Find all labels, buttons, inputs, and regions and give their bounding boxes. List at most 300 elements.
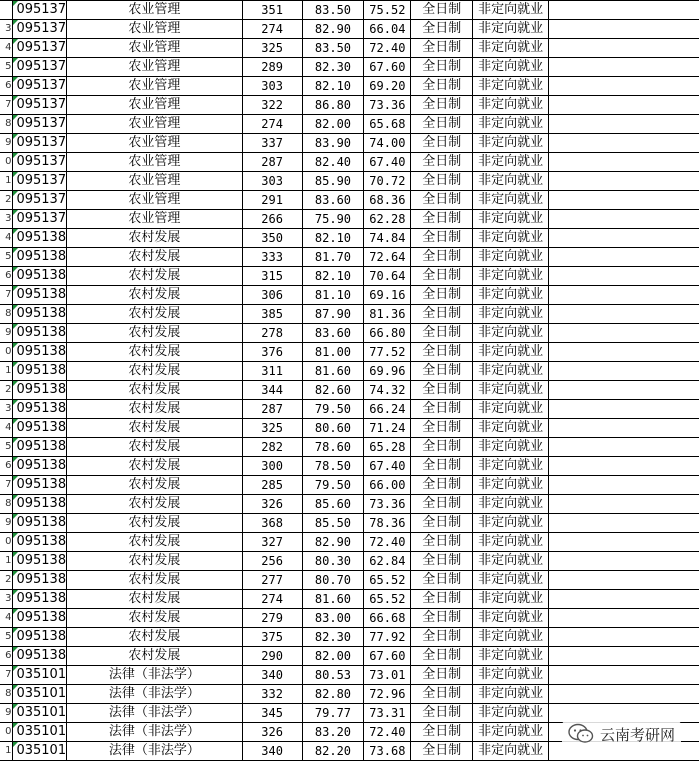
code-cell[interactable]: 095138 bbox=[13, 457, 67, 476]
total-score-cell[interactable]: 291 bbox=[242, 191, 302, 210]
row-number-cell[interactable]: 2 bbox=[0, 571, 13, 590]
employment-type-cell[interactable]: 非定向就业 bbox=[473, 134, 549, 153]
major-name-cell[interactable]: 农业管理 bbox=[67, 96, 243, 115]
study-mode-cell[interactable]: 全日制 bbox=[411, 96, 473, 115]
major-name-cell[interactable]: 农村发展 bbox=[67, 628, 243, 647]
code-cell[interactable]: 095138 bbox=[13, 229, 67, 248]
total-score-cell[interactable]: 303 bbox=[242, 77, 302, 96]
major-name-cell[interactable]: 农村发展 bbox=[67, 419, 243, 438]
retest-score-cell[interactable]: 82.30 bbox=[302, 58, 364, 77]
empty-cell[interactable] bbox=[549, 590, 699, 609]
code-cell[interactable]: 095137 bbox=[13, 20, 67, 39]
row-number-cell[interactable]: 4 bbox=[0, 229, 13, 248]
final-score-cell[interactable]: 65.68 bbox=[364, 115, 411, 134]
major-name-cell[interactable]: 农业管理 bbox=[67, 153, 243, 172]
retest-score-cell[interactable]: 79.50 bbox=[302, 476, 364, 495]
retest-score-cell[interactable]: 81.10 bbox=[302, 286, 364, 305]
empty-cell[interactable] bbox=[549, 571, 699, 590]
final-score-cell[interactable]: 69.96 bbox=[364, 362, 411, 381]
row-number-cell[interactable]: 7 bbox=[0, 666, 13, 685]
row-number-cell[interactable]: 9 bbox=[0, 134, 13, 153]
row-number-cell[interactable]: 7 bbox=[0, 96, 13, 115]
employment-type-cell[interactable]: 非定向就业 bbox=[473, 172, 549, 191]
code-cell[interactable]: 095138 bbox=[13, 381, 67, 400]
study-mode-cell[interactable]: 全日制 bbox=[411, 153, 473, 172]
final-score-cell[interactable]: 70.72 bbox=[364, 172, 411, 191]
total-score-cell[interactable]: 315 bbox=[242, 267, 302, 286]
code-cell[interactable]: 095137 bbox=[13, 96, 67, 115]
row-number-cell[interactable]: 5 bbox=[0, 248, 13, 267]
total-score-cell[interactable]: 274 bbox=[242, 115, 302, 134]
final-score-cell[interactable]: 74.84 bbox=[364, 229, 411, 248]
retest-score-cell[interactable]: 81.60 bbox=[302, 362, 364, 381]
major-name-cell[interactable]: 农村发展 bbox=[67, 533, 243, 552]
major-name-cell[interactable]: 法律（非法学） bbox=[67, 685, 243, 704]
study-mode-cell[interactable]: 全日制 bbox=[411, 381, 473, 400]
total-score-cell[interactable]: 333 bbox=[242, 248, 302, 267]
row-number-cell[interactable]: 2 bbox=[0, 381, 13, 400]
retest-score-cell[interactable]: 85.50 bbox=[302, 514, 364, 533]
code-cell[interactable]: 095138 bbox=[13, 552, 67, 571]
empty-cell[interactable] bbox=[549, 666, 699, 685]
total-score-cell[interactable]: 266 bbox=[242, 210, 302, 229]
study-mode-cell[interactable]: 全日制 bbox=[411, 191, 473, 210]
major-name-cell[interactable]: 农业管理 bbox=[67, 191, 243, 210]
major-name-cell[interactable]: 农村发展 bbox=[67, 267, 243, 286]
row-number-cell[interactable]: 3 bbox=[0, 20, 13, 39]
employment-type-cell[interactable]: 非定向就业 bbox=[473, 20, 549, 39]
study-mode-cell[interactable]: 全日制 bbox=[411, 476, 473, 495]
retest-score-cell[interactable]: 82.20 bbox=[302, 742, 364, 761]
final-score-cell[interactable]: 66.80 bbox=[364, 324, 411, 343]
employment-type-cell[interactable]: 非定向就业 bbox=[473, 39, 549, 58]
major-name-cell[interactable]: 农村发展 bbox=[67, 400, 243, 419]
total-score-cell[interactable]: 306 bbox=[242, 286, 302, 305]
row-number-cell[interactable]: 4 bbox=[0, 419, 13, 438]
final-score-cell[interactable]: 72.40 bbox=[364, 39, 411, 58]
major-name-cell[interactable]: 法律（非法学） bbox=[67, 742, 243, 761]
study-mode-cell[interactable]: 全日制 bbox=[411, 685, 473, 704]
major-name-cell[interactable]: 农村发展 bbox=[67, 514, 243, 533]
employment-type-cell[interactable]: 非定向就业 bbox=[473, 723, 549, 742]
empty-cell[interactable] bbox=[549, 628, 699, 647]
major-name-cell[interactable]: 农村发展 bbox=[67, 438, 243, 457]
code-cell[interactable]: 095138 bbox=[13, 438, 67, 457]
retest-score-cell[interactable]: 82.60 bbox=[302, 381, 364, 400]
row-number-cell[interactable]: 5 bbox=[0, 58, 13, 77]
final-score-cell[interactable]: 73.01 bbox=[364, 666, 411, 685]
code-cell[interactable]: 095137 bbox=[13, 153, 67, 172]
final-score-cell[interactable]: 69.20 bbox=[364, 77, 411, 96]
retest-score-cell[interactable]: 82.90 bbox=[302, 533, 364, 552]
total-score-cell[interactable]: 289 bbox=[242, 58, 302, 77]
total-score-cell[interactable]: 325 bbox=[242, 419, 302, 438]
total-score-cell[interactable]: 285 bbox=[242, 476, 302, 495]
study-mode-cell[interactable]: 全日制 bbox=[411, 229, 473, 248]
final-score-cell[interactable]: 68.36 bbox=[364, 191, 411, 210]
final-score-cell[interactable]: 65.28 bbox=[364, 438, 411, 457]
employment-type-cell[interactable]: 非定向就业 bbox=[473, 476, 549, 495]
empty-cell[interactable] bbox=[549, 286, 699, 305]
final-score-cell[interactable]: 78.36 bbox=[364, 514, 411, 533]
study-mode-cell[interactable]: 全日制 bbox=[411, 552, 473, 571]
code-cell[interactable]: 095138 bbox=[13, 609, 67, 628]
final-score-cell[interactable]: 73.31 bbox=[364, 704, 411, 723]
retest-score-cell[interactable]: 83.90 bbox=[302, 134, 364, 153]
total-score-cell[interactable]: 376 bbox=[242, 343, 302, 362]
study-mode-cell[interactable]: 全日制 bbox=[411, 324, 473, 343]
study-mode-cell[interactable]: 全日制 bbox=[411, 20, 473, 39]
final-score-cell[interactable]: 72.40 bbox=[364, 533, 411, 552]
final-score-cell[interactable]: 75.52 bbox=[364, 1, 411, 20]
employment-type-cell[interactable]: 非定向就业 bbox=[473, 96, 549, 115]
employment-type-cell[interactable]: 非定向就业 bbox=[473, 210, 549, 229]
study-mode-cell[interactable]: 全日制 bbox=[411, 457, 473, 476]
study-mode-cell[interactable]: 全日制 bbox=[411, 77, 473, 96]
major-name-cell[interactable]: 农村发展 bbox=[67, 609, 243, 628]
code-cell[interactable]: 095138 bbox=[13, 267, 67, 286]
total-score-cell[interactable]: 327 bbox=[242, 533, 302, 552]
empty-cell[interactable] bbox=[549, 77, 699, 96]
row-number-cell[interactable]: 3 bbox=[0, 400, 13, 419]
employment-type-cell[interactable]: 非定向就业 bbox=[473, 153, 549, 172]
employment-type-cell[interactable]: 非定向就业 bbox=[473, 400, 549, 419]
major-name-cell[interactable]: 农业管理 bbox=[67, 1, 243, 20]
employment-type-cell[interactable]: 非定向就业 bbox=[473, 438, 549, 457]
retest-score-cell[interactable]: 83.60 bbox=[302, 324, 364, 343]
retest-score-cell[interactable]: 80.60 bbox=[302, 419, 364, 438]
code-cell[interactable]: 035101 bbox=[13, 685, 67, 704]
retest-score-cell[interactable]: 83.60 bbox=[302, 191, 364, 210]
employment-type-cell[interactable]: 非定向就业 bbox=[473, 305, 549, 324]
employment-type-cell[interactable]: 非定向就业 bbox=[473, 229, 549, 248]
employment-type-cell[interactable]: 非定向就业 bbox=[473, 324, 549, 343]
final-score-cell[interactable]: 71.24 bbox=[364, 419, 411, 438]
retest-score-cell[interactable]: 82.90 bbox=[302, 20, 364, 39]
retest-score-cell[interactable]: 85.90 bbox=[302, 172, 364, 191]
empty-cell[interactable] bbox=[549, 248, 699, 267]
employment-type-cell[interactable]: 非定向就业 bbox=[473, 495, 549, 514]
empty-cell[interactable] bbox=[549, 20, 699, 39]
final-score-cell[interactable]: 72.40 bbox=[364, 723, 411, 742]
empty-cell[interactable] bbox=[549, 1, 699, 20]
total-score-cell[interactable]: 279 bbox=[242, 609, 302, 628]
employment-type-cell[interactable]: 非定向就业 bbox=[473, 362, 549, 381]
row-number-cell[interactable]: 6 bbox=[0, 77, 13, 96]
total-score-cell[interactable]: 375 bbox=[242, 628, 302, 647]
empty-cell[interactable] bbox=[549, 685, 699, 704]
code-cell[interactable]: 095137 bbox=[13, 210, 67, 229]
employment-type-cell[interactable]: 非定向就业 bbox=[473, 115, 549, 134]
row-number-cell[interactable] bbox=[0, 1, 13, 20]
major-name-cell[interactable]: 农村发展 bbox=[67, 229, 243, 248]
study-mode-cell[interactable]: 全日制 bbox=[411, 590, 473, 609]
code-cell[interactable]: 095137 bbox=[13, 115, 67, 134]
final-score-cell[interactable]: 65.52 bbox=[364, 571, 411, 590]
employment-type-cell[interactable]: 非定向就业 bbox=[473, 704, 549, 723]
study-mode-cell[interactable]: 全日制 bbox=[411, 419, 473, 438]
code-cell[interactable]: 095138 bbox=[13, 647, 67, 666]
major-name-cell[interactable]: 农村发展 bbox=[67, 305, 243, 324]
empty-cell[interactable] bbox=[549, 58, 699, 77]
row-number-cell[interactable]: 7 bbox=[0, 476, 13, 495]
retest-score-cell[interactable]: 80.53 bbox=[302, 666, 364, 685]
major-name-cell[interactable]: 农村发展 bbox=[67, 476, 243, 495]
total-score-cell[interactable]: 368 bbox=[242, 514, 302, 533]
total-score-cell[interactable]: 332 bbox=[242, 685, 302, 704]
study-mode-cell[interactable]: 全日制 bbox=[411, 248, 473, 267]
employment-type-cell[interactable]: 非定向就业 bbox=[473, 77, 549, 96]
final-score-cell[interactable]: 67.60 bbox=[364, 58, 411, 77]
code-cell[interactable]: 095138 bbox=[13, 362, 67, 381]
study-mode-cell[interactable]: 全日制 bbox=[411, 666, 473, 685]
employment-type-cell[interactable]: 非定向就业 bbox=[473, 552, 549, 571]
total-score-cell[interactable]: 322 bbox=[242, 96, 302, 115]
retest-score-cell[interactable]: 82.00 bbox=[302, 647, 364, 666]
study-mode-cell[interactable]: 全日制 bbox=[411, 286, 473, 305]
total-score-cell[interactable]: 282 bbox=[242, 438, 302, 457]
code-cell[interactable]: 095138 bbox=[13, 533, 67, 552]
final-score-cell[interactable]: 77.92 bbox=[364, 628, 411, 647]
code-cell[interactable]: 095137 bbox=[13, 191, 67, 210]
major-name-cell[interactable]: 农村发展 bbox=[67, 381, 243, 400]
row-number-cell[interactable]: 8 bbox=[0, 305, 13, 324]
total-score-cell[interactable]: 277 bbox=[242, 571, 302, 590]
retest-score-cell[interactable]: 82.00 bbox=[302, 115, 364, 134]
total-score-cell[interactable]: 287 bbox=[242, 400, 302, 419]
employment-type-cell[interactable]: 非定向就业 bbox=[473, 514, 549, 533]
study-mode-cell[interactable]: 全日制 bbox=[411, 495, 473, 514]
major-name-cell[interactable]: 农村发展 bbox=[67, 286, 243, 305]
row-number-cell[interactable]: 3 bbox=[0, 210, 13, 229]
empty-cell[interactable] bbox=[549, 381, 699, 400]
empty-cell[interactable] bbox=[549, 476, 699, 495]
study-mode-cell[interactable]: 全日制 bbox=[411, 400, 473, 419]
total-score-cell[interactable]: 350 bbox=[242, 229, 302, 248]
major-name-cell[interactable]: 农村发展 bbox=[67, 362, 243, 381]
code-cell[interactable]: 095138 bbox=[13, 324, 67, 343]
retest-score-cell[interactable]: 82.10 bbox=[302, 229, 364, 248]
retest-score-cell[interactable]: 85.60 bbox=[302, 495, 364, 514]
study-mode-cell[interactable]: 全日制 bbox=[411, 115, 473, 134]
final-score-cell[interactable]: 70.64 bbox=[364, 267, 411, 286]
employment-type-cell[interactable]: 非定向就业 bbox=[473, 286, 549, 305]
employment-type-cell[interactable]: 非定向就业 bbox=[473, 58, 549, 77]
row-number-cell[interactable]: 1 bbox=[0, 742, 13, 761]
row-number-cell[interactable]: 0 bbox=[0, 343, 13, 362]
row-number-cell[interactable]: 1 bbox=[0, 172, 13, 191]
row-number-cell[interactable]: 4 bbox=[0, 39, 13, 58]
empty-cell[interactable] bbox=[549, 419, 699, 438]
final-score-cell[interactable]: 74.32 bbox=[364, 381, 411, 400]
code-cell[interactable]: 095138 bbox=[13, 343, 67, 362]
employment-type-cell[interactable]: 非定向就业 bbox=[473, 419, 549, 438]
retest-score-cell[interactable]: 81.60 bbox=[302, 590, 364, 609]
code-cell[interactable]: 095137 bbox=[13, 58, 67, 77]
employment-type-cell[interactable]: 非定向就业 bbox=[473, 571, 549, 590]
retest-score-cell[interactable]: 82.80 bbox=[302, 685, 364, 704]
row-number-cell[interactable]: 5 bbox=[0, 628, 13, 647]
employment-type-cell[interactable]: 非定向就业 bbox=[473, 742, 549, 761]
major-name-cell[interactable]: 农村发展 bbox=[67, 647, 243, 666]
total-score-cell[interactable]: 326 bbox=[242, 495, 302, 514]
row-number-cell[interactable]: 0 bbox=[0, 153, 13, 172]
study-mode-cell[interactable]: 全日制 bbox=[411, 571, 473, 590]
major-name-cell[interactable]: 农业管理 bbox=[67, 20, 243, 39]
study-mode-cell[interactable]: 全日制 bbox=[411, 172, 473, 191]
total-score-cell[interactable]: 337 bbox=[242, 134, 302, 153]
code-cell[interactable]: 035101 bbox=[13, 704, 67, 723]
study-mode-cell[interactable]: 全日制 bbox=[411, 628, 473, 647]
empty-cell[interactable] bbox=[549, 172, 699, 191]
major-name-cell[interactable]: 农村发展 bbox=[67, 495, 243, 514]
study-mode-cell[interactable]: 全日制 bbox=[411, 58, 473, 77]
row-number-cell[interactable]: 8 bbox=[0, 115, 13, 134]
code-cell[interactable]: 095138 bbox=[13, 476, 67, 495]
empty-cell[interactable] bbox=[549, 704, 699, 723]
final-score-cell[interactable]: 66.68 bbox=[364, 609, 411, 628]
empty-cell[interactable] bbox=[549, 191, 699, 210]
row-number-cell[interactable]: 0 bbox=[0, 533, 13, 552]
code-cell[interactable]: 095138 bbox=[13, 628, 67, 647]
retest-score-cell[interactable]: 82.30 bbox=[302, 628, 364, 647]
final-score-cell[interactable]: 67.40 bbox=[364, 153, 411, 172]
total-score-cell[interactable]: 274 bbox=[242, 20, 302, 39]
major-name-cell[interactable]: 农业管理 bbox=[67, 39, 243, 58]
code-cell[interactable]: 095138 bbox=[13, 514, 67, 533]
code-cell[interactable]: 095138 bbox=[13, 419, 67, 438]
row-number-cell[interactable]: 9 bbox=[0, 514, 13, 533]
row-number-cell[interactable]: 6 bbox=[0, 647, 13, 666]
retest-score-cell[interactable]: 79.77 bbox=[302, 704, 364, 723]
row-number-cell[interactable]: 1 bbox=[0, 362, 13, 381]
final-score-cell[interactable]: 73.36 bbox=[364, 495, 411, 514]
empty-cell[interactable] bbox=[549, 39, 699, 58]
total-score-cell[interactable]: 303 bbox=[242, 172, 302, 191]
major-name-cell[interactable]: 农业管理 bbox=[67, 134, 243, 153]
major-name-cell[interactable]: 农业管理 bbox=[67, 77, 243, 96]
study-mode-cell[interactable]: 全日制 bbox=[411, 343, 473, 362]
study-mode-cell[interactable]: 全日制 bbox=[411, 647, 473, 666]
total-score-cell[interactable]: 287 bbox=[242, 153, 302, 172]
final-score-cell[interactable]: 72.96 bbox=[364, 685, 411, 704]
empty-cell[interactable] bbox=[549, 229, 699, 248]
employment-type-cell[interactable]: 非定向就业 bbox=[473, 248, 549, 267]
code-cell[interactable]: 095138 bbox=[13, 590, 67, 609]
study-mode-cell[interactable]: 全日制 bbox=[411, 742, 473, 761]
empty-cell[interactable] bbox=[549, 153, 699, 172]
empty-cell[interactable] bbox=[549, 438, 699, 457]
major-name-cell[interactable]: 农村发展 bbox=[67, 552, 243, 571]
code-cell[interactable]: 095138 bbox=[13, 305, 67, 324]
code-cell[interactable]: 095138 bbox=[13, 248, 67, 267]
code-cell[interactable]: 095138 bbox=[13, 286, 67, 305]
major-name-cell[interactable]: 农业管理 bbox=[67, 172, 243, 191]
total-score-cell[interactable]: 344 bbox=[242, 381, 302, 400]
employment-type-cell[interactable]: 非定向就业 bbox=[473, 647, 549, 666]
empty-cell[interactable] bbox=[549, 609, 699, 628]
total-score-cell[interactable]: 345 bbox=[242, 704, 302, 723]
retest-score-cell[interactable]: 78.50 bbox=[302, 457, 364, 476]
total-score-cell[interactable]: 325 bbox=[242, 39, 302, 58]
code-cell[interactable]: 035101 bbox=[13, 666, 67, 685]
retest-score-cell[interactable]: 83.00 bbox=[302, 609, 364, 628]
total-score-cell[interactable]: 340 bbox=[242, 666, 302, 685]
row-number-cell[interactable]: 5 bbox=[0, 438, 13, 457]
row-number-cell[interactable]: 1 bbox=[0, 552, 13, 571]
total-score-cell[interactable]: 340 bbox=[242, 742, 302, 761]
study-mode-cell[interactable]: 全日制 bbox=[411, 1, 473, 20]
major-name-cell[interactable]: 农村发展 bbox=[67, 324, 243, 343]
employment-type-cell[interactable]: 非定向就业 bbox=[473, 590, 549, 609]
total-score-cell[interactable]: 385 bbox=[242, 305, 302, 324]
final-score-cell[interactable]: 62.84 bbox=[364, 552, 411, 571]
study-mode-cell[interactable]: 全日制 bbox=[411, 533, 473, 552]
retest-score-cell[interactable]: 83.20 bbox=[302, 723, 364, 742]
empty-cell[interactable] bbox=[549, 495, 699, 514]
code-cell[interactable]: 035101 bbox=[13, 723, 67, 742]
code-cell[interactable]: 095137 bbox=[13, 77, 67, 96]
empty-cell[interactable] bbox=[549, 343, 699, 362]
employment-type-cell[interactable]: 非定向就业 bbox=[473, 457, 549, 476]
retest-score-cell[interactable]: 82.40 bbox=[302, 153, 364, 172]
major-name-cell[interactable]: 农村发展 bbox=[67, 343, 243, 362]
retest-score-cell[interactable]: 79.50 bbox=[302, 400, 364, 419]
total-score-cell[interactable]: 311 bbox=[242, 362, 302, 381]
employment-type-cell[interactable]: 非定向就业 bbox=[473, 666, 549, 685]
employment-type-cell[interactable]: 非定向就业 bbox=[473, 267, 549, 286]
empty-cell[interactable] bbox=[549, 533, 699, 552]
empty-cell[interactable] bbox=[549, 267, 699, 286]
final-score-cell[interactable]: 66.00 bbox=[364, 476, 411, 495]
empty-cell[interactable] bbox=[549, 552, 699, 571]
total-score-cell[interactable]: 326 bbox=[242, 723, 302, 742]
final-score-cell[interactable]: 81.36 bbox=[364, 305, 411, 324]
code-cell[interactable]: 095138 bbox=[13, 571, 67, 590]
total-score-cell[interactable]: 290 bbox=[242, 647, 302, 666]
empty-cell[interactable] bbox=[549, 457, 699, 476]
code-cell[interactable]: 095138 bbox=[13, 400, 67, 419]
total-score-cell[interactable]: 274 bbox=[242, 590, 302, 609]
empty-cell[interactable] bbox=[549, 514, 699, 533]
final-score-cell[interactable]: 77.52 bbox=[364, 343, 411, 362]
final-score-cell[interactable]: 73.36 bbox=[364, 96, 411, 115]
row-number-cell[interactable]: 2 bbox=[0, 191, 13, 210]
study-mode-cell[interactable]: 全日制 bbox=[411, 267, 473, 286]
study-mode-cell[interactable]: 全日制 bbox=[411, 704, 473, 723]
empty-cell[interactable] bbox=[549, 647, 699, 666]
retest-score-cell[interactable]: 80.70 bbox=[302, 571, 364, 590]
final-score-cell[interactable]: 66.04 bbox=[364, 20, 411, 39]
retest-score-cell[interactable]: 80.30 bbox=[302, 552, 364, 571]
study-mode-cell[interactable]: 全日制 bbox=[411, 514, 473, 533]
retest-score-cell[interactable]: 86.80 bbox=[302, 96, 364, 115]
total-score-cell[interactable]: 278 bbox=[242, 324, 302, 343]
final-score-cell[interactable]: 66.24 bbox=[364, 400, 411, 419]
employment-type-cell[interactable]: 非定向就业 bbox=[473, 628, 549, 647]
major-name-cell[interactable]: 农村发展 bbox=[67, 248, 243, 267]
empty-cell[interactable] bbox=[549, 362, 699, 381]
study-mode-cell[interactable]: 全日制 bbox=[411, 305, 473, 324]
final-score-cell[interactable]: 72.64 bbox=[364, 248, 411, 267]
code-cell[interactable]: 035101 bbox=[13, 742, 67, 761]
retest-score-cell[interactable]: 81.00 bbox=[302, 343, 364, 362]
code-cell[interactable]: 095137 bbox=[13, 1, 67, 20]
retest-score-cell[interactable]: 82.10 bbox=[302, 267, 364, 286]
final-score-cell[interactable]: 67.40 bbox=[364, 457, 411, 476]
study-mode-cell[interactable]: 全日制 bbox=[411, 438, 473, 457]
employment-type-cell[interactable]: 非定向就业 bbox=[473, 609, 549, 628]
